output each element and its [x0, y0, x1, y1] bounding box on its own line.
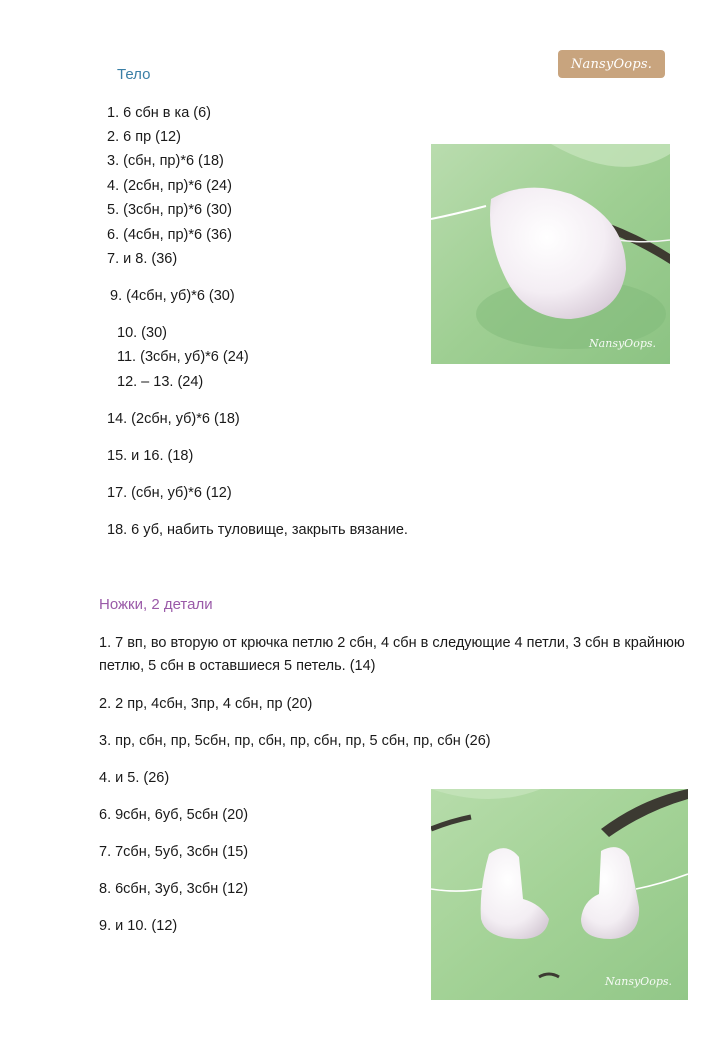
body-row-5: 5. (3сбн, пр)*6 (30) — [107, 202, 232, 218]
body-row-14: 14. (2сбн, уб)*6 (18) — [107, 411, 240, 427]
body-row-17: 17. (сбн, уб)*6 (12) — [107, 485, 232, 501]
body-row-1: 1. 6 сбн в ка (6) — [107, 105, 212, 121]
legs-row-4: 4. и 5. (26) — [99, 770, 170, 786]
legs-photo — [431, 789, 688, 1000]
legs-row-9: 9. и 10. (12) — [99, 918, 178, 934]
body-row-12: 12. – 13. (24) — [117, 374, 204, 390]
body-photo — [431, 144, 670, 364]
section-title-legs: Ножки, 2 детали — [99, 596, 213, 613]
legs-row-7: 7. 7сбн, 5уб, 3сбн (15) — [99, 844, 249, 860]
legs-row-3: 3. пр, сбн, пр, 5сбн, пр, сбн, пр, сбн, пр, 5 сбн, пр, сбн (26) — [99, 733, 491, 749]
legs-row-2: 2. 2 пр, 4сбн, 3пр, 4 сбн, пр (20) — [99, 696, 313, 712]
legs-photo-art — [431, 789, 688, 1000]
body-row-9: 9. (4сбн, уб)*6 (30) — [110, 288, 235, 304]
legs-row-8: 8. 6сбн, 3уб, 3сбн (12) — [99, 881, 249, 897]
body-row-10: 10. (30) — [117, 325, 167, 341]
body-photo-watermark: NansyOops. — [589, 337, 656, 350]
legs-row-1: 1. 7 вп, во вторую от крючка петлю 2 сбн, 4 сбн в следующие 4 петли, 3 сбн в крайнюю петлю, 5 сбн в оставшиеся 5 петель. (14) — [99, 635, 685, 674]
legs-photo-watermark: NansyOops. — [605, 975, 672, 988]
body-row-4: 4. (2сбн, пр)*6 (24) — [107, 178, 232, 194]
body-row-2: 2. 6 пр (12) — [107, 129, 181, 145]
brand-logo: NansyOops. — [558, 50, 665, 78]
section-title-body: Тело — [117, 66, 151, 83]
body-row-18: 18. 6 уб, набить туловище, закрыть вязание. — [107, 522, 408, 538]
body-row-6: 6. (4сбн, пр)*6 (36) — [107, 227, 232, 243]
body-row-7: 7. и 8. (36) — [107, 251, 178, 267]
legs-row-6: 6. 9сбн, 6уб, 5сбн (20) — [99, 807, 249, 823]
body-row-15: 15. и 16. (18) — [107, 448, 194, 464]
body-photo-art — [431, 144, 670, 364]
body-row-11: 11. (3сбн, уб)*6 (24) — [117, 349, 249, 365]
body-row-3: 3. (сбн, пр)*6 (18) — [107, 153, 224, 169]
